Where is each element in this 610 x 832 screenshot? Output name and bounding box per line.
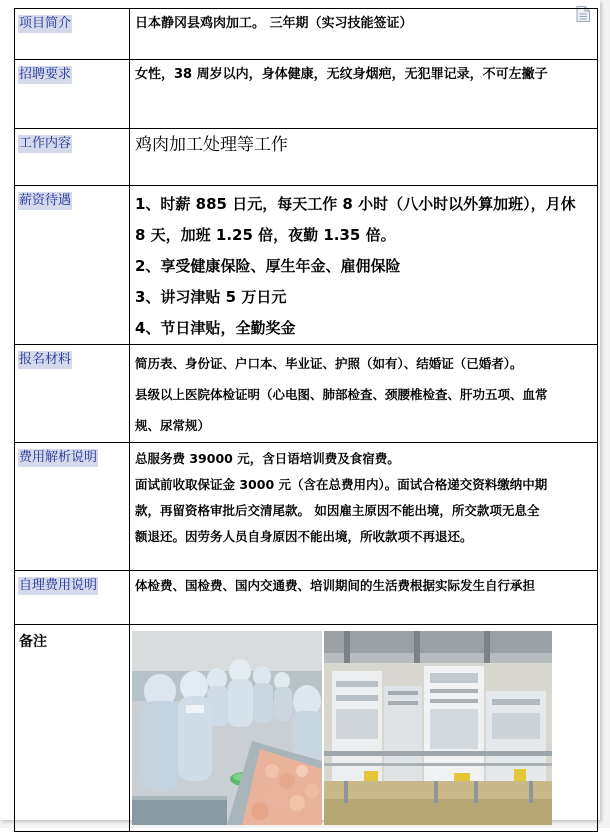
pay-line: 3、讲习津贴 5 万日元: [135, 288, 287, 306]
fees-line: 总服务费 39000 元，含日语培训费及食宿费。: [135, 451, 400, 466]
row-intro: [15, 9, 598, 60]
fees-line: 面试前收取保证金 3000 元（含在总费用内）。面试合格递交资料缴纳中期: [135, 477, 548, 492]
pay-line: 2、享受健康保险、厚生年金、雇佣保险: [135, 257, 401, 275]
row-self-pay: [15, 571, 598, 625]
documents-label: 报名材料: [19, 352, 72, 367]
pay-line: 8 天，加班 1.25 倍，夜勤 1.35 倍。: [135, 226, 396, 244]
photo-strip: [130, 625, 597, 825]
fees-label: 费用解析说明: [19, 450, 98, 465]
value-cell: [130, 129, 598, 186]
self-pay-value: 体检费、国检费、国内交通费、培训期间的生活费根据实际发生自行承担: [135, 578, 536, 593]
documents-line: 简历表、身份证、户口本、毕业证、护照（如有）、结婚证（已婚者）。: [135, 356, 523, 371]
row-pay: [15, 186, 598, 345]
pay-label: 薪资待遇: [19, 193, 72, 208]
job-label: 工作内容: [19, 136, 72, 151]
row-remarks: [15, 625, 598, 832]
value-cell: [130, 345, 598, 443]
intro-value: 日本静冈县鸡肉加工。 三年期（实习技能签证）: [135, 16, 413, 31]
label-cell: [15, 186, 130, 345]
value-cell: [130, 186, 598, 345]
value-cell: [130, 60, 598, 129]
row-requirements: [15, 60, 598, 129]
label-cell: [15, 443, 130, 571]
fees-line: 款，再留资格审批后交清尾款。 如因雇主原因不能出境，所交款项无息全: [135, 503, 540, 518]
row-job: [15, 129, 598, 186]
documents-line: 县级以上医院体检证明（心电图、肺部检查、颈腰椎检查、肝功五项、血常: [135, 387, 548, 402]
label-cell: [15, 9, 130, 60]
job-value: 鸡肉加工处理等工作: [135, 135, 288, 155]
label-cell: [15, 129, 130, 186]
self-pay-label: 自理费用说明: [19, 578, 98, 593]
row-fees: [15, 443, 598, 571]
label-cell: [15, 60, 130, 129]
remarks-label: 备注: [19, 634, 47, 650]
fees-line: 额退还。因劳务人员自身原因不能出境，所收款项不再退还。: [135, 529, 473, 544]
label-cell: [15, 345, 130, 443]
value-cell: [130, 443, 598, 571]
value-cell: [130, 9, 598, 60]
value-cell: [130, 571, 598, 625]
pay-line: 1、时薪 885 日元，每天工作 8 小时（八小时以外算加班），月休: [135, 195, 576, 213]
label-cell: [15, 625, 130, 832]
row-documents: [15, 345, 598, 443]
chicken-processing-photo: [132, 631, 322, 825]
label-cell: [15, 571, 130, 625]
pay-line: 4、节日津贴，全勤奖金: [135, 319, 296, 337]
intro-label: 项目简介: [19, 16, 72, 31]
requirements-value: 女性，38 周岁以内，身体健康，无纹身烟疤，无犯罪记录，不可左撇子: [135, 67, 548, 82]
remarks-cell: [130, 625, 598, 832]
recruitment-table: [14, 8, 598, 832]
factory-machinery-photo: [324, 631, 552, 825]
documents-line: 规、尿常规）: [135, 418, 211, 433]
requirements-label: 招聘要求: [19, 67, 72, 82]
